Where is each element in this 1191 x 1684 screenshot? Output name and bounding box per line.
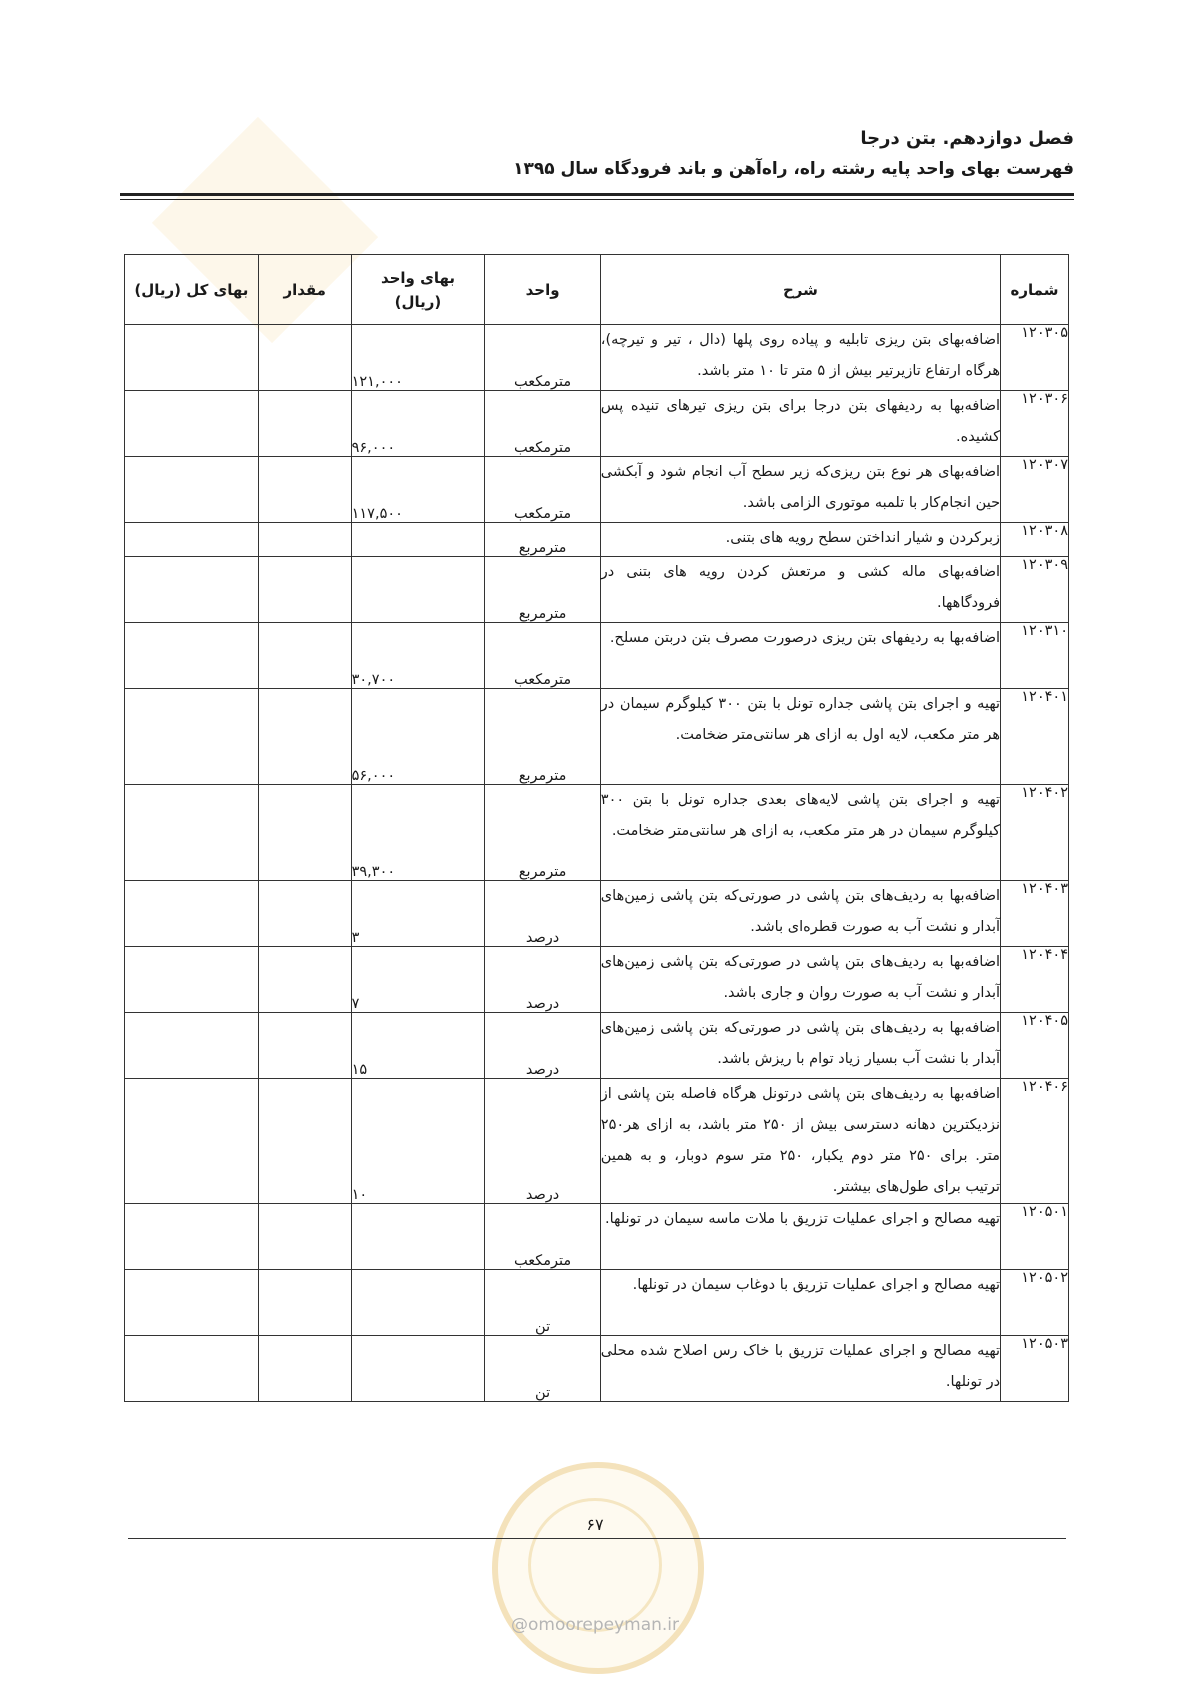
row-unit-price: ۱۵ [351, 1013, 485, 1079]
row-total-price [125, 523, 259, 557]
table-body [125, 325, 1069, 1402]
row-description: تهیه و اجرای بتن پاشی جداره تونل با بتن ۳۰۰ کیلوگرم سیمان در هر متر مکعب، لایه اول به ازای هر سانتی‌متر ضخامت. [600, 689, 1000, 785]
row-total-price [125, 457, 259, 523]
row-quantity [258, 523, 351, 557]
table-row [125, 1270, 1069, 1336]
row-unit: مترمکعب [485, 325, 600, 391]
row-unit: مترمکعب [485, 623, 600, 689]
row-total-price [125, 1336, 259, 1402]
row-description: اضافه‌بها به ردیف‌های بتن پاشی درتونل هرگاه فاصله بتن پاشی از نزدیکترین دهانه دسترسی بیش از ۲۵۰ متر باشد، به ازای هر۲۵۰ متر. برای ۲۵۰ متر دوم یکبار، ۲۵۰ متر سوم دوبار، و به همین ترتیب برای طول‌های بیشتر. [600, 1079, 1000, 1204]
row-quantity [258, 623, 351, 689]
row-description: اضافه‌بها به ردیفهای بتن درجا برای بتن ریزی تیرهای تنیده پس کشیده. [600, 391, 1000, 457]
table-row [125, 1336, 1069, 1402]
column-header-unit: واحد [485, 255, 600, 325]
row-quantity [258, 689, 351, 785]
chapter-title: فصل دوازدهم. بتن درجا [860, 128, 1074, 149]
row-unit-price: ۱۱۷,۵۰۰ [351, 457, 485, 523]
row-unit-price: ۹۶,۰۰۰ [351, 391, 485, 457]
row-total-price [125, 1079, 259, 1204]
row-unit-price [351, 523, 485, 557]
page-header [120, 126, 1074, 182]
row-unit: مترمربع [485, 557, 600, 623]
table-row [125, 1204, 1069, 1270]
row-description: تهیه و اجرای بتن پاشی لایه‌های بعدی جداره تونل با بتن ۳۰۰ کیلوگرم سیمان در هر متر مکعب، به ازای هر سانتی‌متر ضخامت. [600, 785, 1000, 881]
row-number: ۱۲۰۳۰۶ [1001, 391, 1069, 457]
row-description: زبرکردن و شیار انداختن سطح رویه های بتنی. [600, 523, 1000, 557]
row-number: ۱۲۰۵۰۲ [1001, 1270, 1069, 1336]
unit-price-currency: (ریال) [394, 292, 442, 311]
column-header-total-price: بهای کل (ریال) [125, 255, 259, 325]
row-unit: مترمربع [485, 689, 600, 785]
site-watermark-text: @omoorepeyman.ir [510, 1615, 680, 1635]
row-unit-price: ۳ [351, 881, 485, 947]
row-unit: درصد [485, 1013, 600, 1079]
row-number: ۱۲۰۳۰۷ [1001, 457, 1069, 523]
row-unit: درصد [485, 947, 600, 1013]
row-quantity [258, 947, 351, 1013]
column-header-quantity: مقدار [258, 255, 351, 325]
row-unit-price: ۷ [351, 947, 485, 1013]
table-row [125, 689, 1069, 785]
table-row [125, 457, 1069, 523]
table-row [125, 391, 1069, 457]
price-list-title: فهرست بهای واحد پایه رشته راه، راه‌آهن و باند فرودگاه سال ۱۳۹۵ [513, 159, 1074, 179]
price-table [124, 254, 1069, 1402]
row-total-price [125, 881, 259, 947]
row-quantity [258, 1336, 351, 1402]
table-header-row [125, 255, 1069, 325]
table-row [125, 881, 1069, 947]
row-unit: تن [485, 1336, 600, 1402]
unit-price-label: بهای واحد [380, 268, 456, 287]
row-description: اضافه‌بها به ردیف‌های بتن پاشی در صورتی‌که بتن پاشی زمین‌های آبدار و نشت آب به صورت قطره‌ای باشد. [600, 881, 1000, 947]
row-total-price [125, 391, 259, 457]
table-row [125, 523, 1069, 557]
row-description: تهیه مصالح و اجرای عملیات تزریق با دوغاب سیمان در تونلها. [600, 1270, 1000, 1336]
row-number: ۱۲۰۴۰۶ [1001, 1079, 1069, 1204]
header-divider-thin [120, 199, 1074, 200]
footer-divider [128, 1538, 1066, 1539]
row-unit-price [351, 1270, 485, 1336]
row-number: ۱۲۰۵۰۱ [1001, 1204, 1069, 1270]
column-header-description: شرح [600, 255, 1000, 325]
row-number: ۱۲۰۳۰۵ [1001, 325, 1069, 391]
row-unit: مترمربع [485, 523, 600, 557]
row-quantity [258, 785, 351, 881]
row-unit: مترمکعب [485, 391, 600, 457]
row-description: تهیه مصالح و اجرای عملیات تزریق با ملات ماسه سیمان در تونلها. [600, 1204, 1000, 1270]
table-row [125, 785, 1069, 881]
table-row [125, 325, 1069, 391]
row-unit-price [351, 1336, 485, 1402]
row-unit-price: ۵۶,۰۰۰ [351, 689, 485, 785]
table-row [125, 1079, 1069, 1204]
row-unit: مترمربع [485, 785, 600, 881]
row-number: ۱۲۰۳۰۸ [1001, 523, 1069, 557]
row-description: تهیه مصالح و اجرای عملیات تزریق با خاک رس اصلاح شده محلی در تونلها. [600, 1336, 1000, 1402]
row-unit-price: ۳۰,۷۰۰ [351, 623, 485, 689]
table-row [125, 623, 1069, 689]
row-total-price [125, 1204, 259, 1270]
row-number: ۱۲۰۴۰۴ [1001, 947, 1069, 1013]
row-unit-price [351, 1204, 485, 1270]
row-unit: تن [485, 1270, 600, 1336]
column-header-unit-price [351, 255, 485, 325]
row-unit: درصد [485, 881, 600, 947]
page-number: ۶۷ [586, 1515, 604, 1534]
table-row [125, 947, 1069, 1013]
row-description: اضافه‌بهای ماله کشی و مرتعش کردن رویه های بتنی در فرودگاهها. [600, 557, 1000, 623]
row-total-price [125, 1270, 259, 1336]
row-total-price [125, 1013, 259, 1079]
row-number: ۱۲۰۴۰۲ [1001, 785, 1069, 881]
row-total-price [125, 623, 259, 689]
row-quantity [258, 1013, 351, 1079]
row-total-price [125, 947, 259, 1013]
row-description: اضافه‌بهای بتن ریزی تابلیه و پیاده روی پلها (دال ، تیر و تیرچه)، هرگاه ارتفاع تازیرتیر بیش از ۵ متر تا ۱۰ متر باشد. [600, 325, 1000, 391]
row-description: اضافه‌بهای هر نوع بتن ریزی‌که زیر سطح آب انجام شود و آبکشی حین انجام‌کار با تلمبه موتوری الزامی باشد. [600, 457, 1000, 523]
table-row [125, 1013, 1069, 1079]
row-quantity [258, 457, 351, 523]
row-number: ۱۲۰۳۰۹ [1001, 557, 1069, 623]
row-quantity [258, 557, 351, 623]
row-unit: مترمکعب [485, 457, 600, 523]
row-unit-price: ۱۰ [351, 1079, 485, 1204]
row-quantity [258, 1079, 351, 1204]
column-header-number: شماره [1001, 255, 1069, 325]
row-quantity [258, 325, 351, 391]
row-number: ۱۲۰۳۱۰ [1001, 623, 1069, 689]
row-number: ۱۲۰۵۰۳ [1001, 1336, 1069, 1402]
row-description: اضافه‌بها به ردیفهای بتن ریزی درصورت مصرف بتن دربتن مسلح. [600, 623, 1000, 689]
row-number: ۱۲۰۴۰۱ [1001, 689, 1069, 785]
row-total-price [125, 689, 259, 785]
row-quantity [258, 881, 351, 947]
table-row [125, 557, 1069, 623]
row-unit-price: ۱۲۱,۰۰۰ [351, 325, 485, 391]
row-number: ۱۲۰۴۰۵ [1001, 1013, 1069, 1079]
row-quantity [258, 391, 351, 457]
row-description: اضافه‌بها به ردیف‌های بتن پاشی در صورتی‌که بتن پاشی زمین‌های آبدار با نشت آب بسیار زیاد توام با ریزش باشد. [600, 1013, 1000, 1079]
row-unit-price: ۳۹,۳۰۰ [351, 785, 485, 881]
row-unit: درصد [485, 1079, 600, 1204]
header-divider [120, 193, 1074, 196]
row-quantity [258, 1204, 351, 1270]
row-quantity [258, 1270, 351, 1336]
row-description: اضافه‌بها به ردیف‌های بتن پاشی در صورتی‌که بتن پاشی زمین‌های آبدار و نشت آب به صورت روان و جاری باشد. [600, 947, 1000, 1013]
row-total-price [125, 785, 259, 881]
row-unit: مترمکعب [485, 1204, 600, 1270]
row-total-price [125, 557, 259, 623]
row-unit-price [351, 557, 485, 623]
row-total-price [125, 325, 259, 391]
row-number: ۱۲۰۴۰۳ [1001, 881, 1069, 947]
